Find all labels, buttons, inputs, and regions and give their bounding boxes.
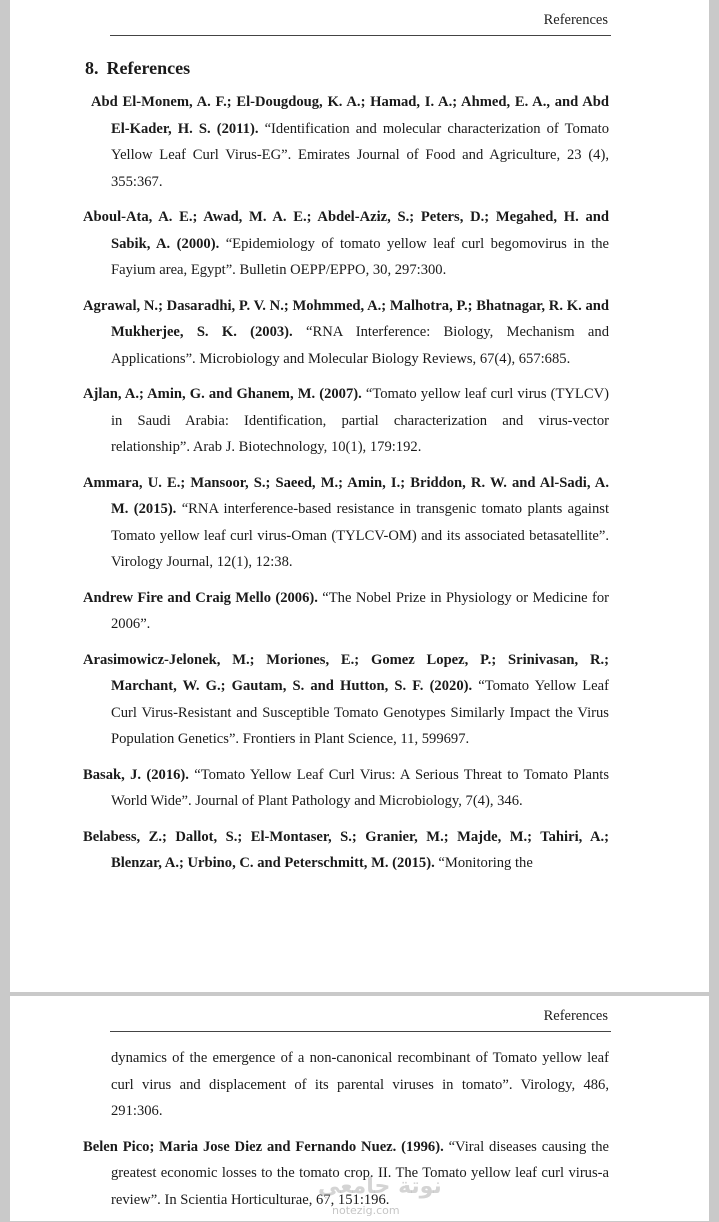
reference-authors: Basak, J. (2016).: [83, 766, 189, 783]
reference-details: “Tomato yellow leaf curl virus (TYLCV) in Saudi Arabia: Identification, partial characterization and virus-vector relationship”. Arab J. Biotechnology, 10(1), 179:192.: [111, 386, 609, 455]
reference-authors: Arasimowicz-Jelonek, M.; Moriones, E.; Gomez Lopez, P.; Srinivasan, R.; Marchant, W. G.; Gautam, S. and Hutton, S. F. (2020).: [83, 651, 609, 694]
reference-item: [83, 204, 609, 284]
reference-details: “RNA interference-based resistance in transgenic tomato plants against Tomato yellow leaf curl virus-Oman (TYLCV-OM) and its associated betasatellite”. Virology Journal, 12(1), 12:38.: [111, 501, 609, 570]
reference-authors: Andrew Fire and Craig Mello (2006).: [83, 589, 318, 606]
watermark-url: notezig.com: [332, 1204, 400, 1217]
reference-details: dynamics of the emergence of a non-canonical recombinant of Tomato yellow leaf curl virus and displacement of its parental viruses in tomato”. Virology, 486, 291:306.: [111, 1050, 609, 1119]
reference-authors: Belabess, Z.; Dallot, S.; El-Montaser, S.; Granier, M.; Majde, M.; Tahiri, A.; Blenzar, A.; Urbino, C. and Peterschmitt, M. (2015).: [83, 828, 609, 871]
reference-details: “Identification and molecular characterization of Tomato Yellow Leaf Curl Virus-EG”. Emirates Journal of Food and Agriculture, 23 (4), 355:367.: [111, 120, 609, 190]
reference-item: [83, 585, 609, 638]
section-title: [85, 58, 190, 79]
reference-item: [83, 647, 609, 753]
section-number: 8.: [85, 58, 99, 78]
reference-details: “Tomato Yellow Leaf Curl Virus-Resistant and Susceptible Tomato Genotypes Similarly Impact the Virus Population Genetics”. Frontiers in Plant Science, 11, 599697.: [111, 678, 609, 747]
reference-details: “RNA Interference: Biology, Mechanism and Applications”. Microbiology and Molecular Biology Reviews, 67(4), 657:685.: [111, 324, 609, 367]
reference-item: [83, 89, 609, 195]
reference-item: [83, 381, 609, 461]
reference-item: [83, 824, 609, 877]
reference-authors: Abd El-Monem, A. F.; El-Dougdoug, K. A.; Hamad, I. A.; Ahmed, E. A., and Abd El-Kader, H. S. (2011).: [91, 94, 609, 137]
header-rule: [110, 35, 611, 36]
reference-continuation: [83, 1045, 609, 1125]
reference-details: “Viral diseases causing the greatest economic losses to the tomato crop. II. The Tomato yellow leaf curl virus-a review”. In Scientia Horticulturae, 67, 151:196.: [111, 1138, 609, 1208]
header-rule: [110, 1031, 611, 1032]
reference-authors: Ajlan, A.; Amin, G. and Ghanem, M. (2007).: [83, 386, 362, 402]
running-header: References: [543, 1008, 608, 1024]
reference-item: [83, 470, 609, 576]
document-page-2: [10, 996, 709, 1221]
reference-item: [83, 293, 609, 373]
reference-details: “Monitoring the: [434, 855, 533, 871]
section-title-text: References: [106, 58, 191, 78]
document-page-1: [10, 0, 709, 992]
reference-details: “The Nobel Prize in Physiology or Medicine for 2006”.: [111, 589, 610, 632]
running-header: References: [543, 12, 608, 28]
reference-item: [83, 762, 609, 815]
reference-authors: Ammara, U. E.; Mansoor, S.; Saeed, M.; Amin, I.; Briddon, R. W. and Al-Sadi, A. M. (2015).: [83, 474, 609, 517]
reference-authors: Agrawal, N.; Dasaradhi, P. V. N.; Mohmmed, A.; Malhotra, P.; Bhatnagar, R. K. and Mukherjee, S. K. (2003).: [83, 297, 609, 340]
reference-authors: Aboul-Ata, A. E.; Awad, M. A. E.; Abdel-Aziz, S.; Peters, D.; Megahed, H. and Sabik, A. (2000).: [83, 209, 609, 252]
reference-details: “Epidemiology of tomato yellow leaf curl begomovirus in the Fayium area, Egypt”. Bulletin OEPP/EPPO, 30, 297:300.: [111, 235, 609, 278]
reference-details: “Tomato Yellow Leaf Curl Virus: A Serious Threat to Tomato Plants World Wide”. Journal of Plant Pathology and Microbiology, 7(4), 346.: [111, 766, 610, 809]
reference-authors: Belen Pico; Maria Jose Diez and Fernando Nuez. (1996).: [83, 1138, 444, 1155]
reference-list: [83, 89, 609, 886]
watermark-logo: نوتة جامعي: [318, 1174, 442, 1199]
